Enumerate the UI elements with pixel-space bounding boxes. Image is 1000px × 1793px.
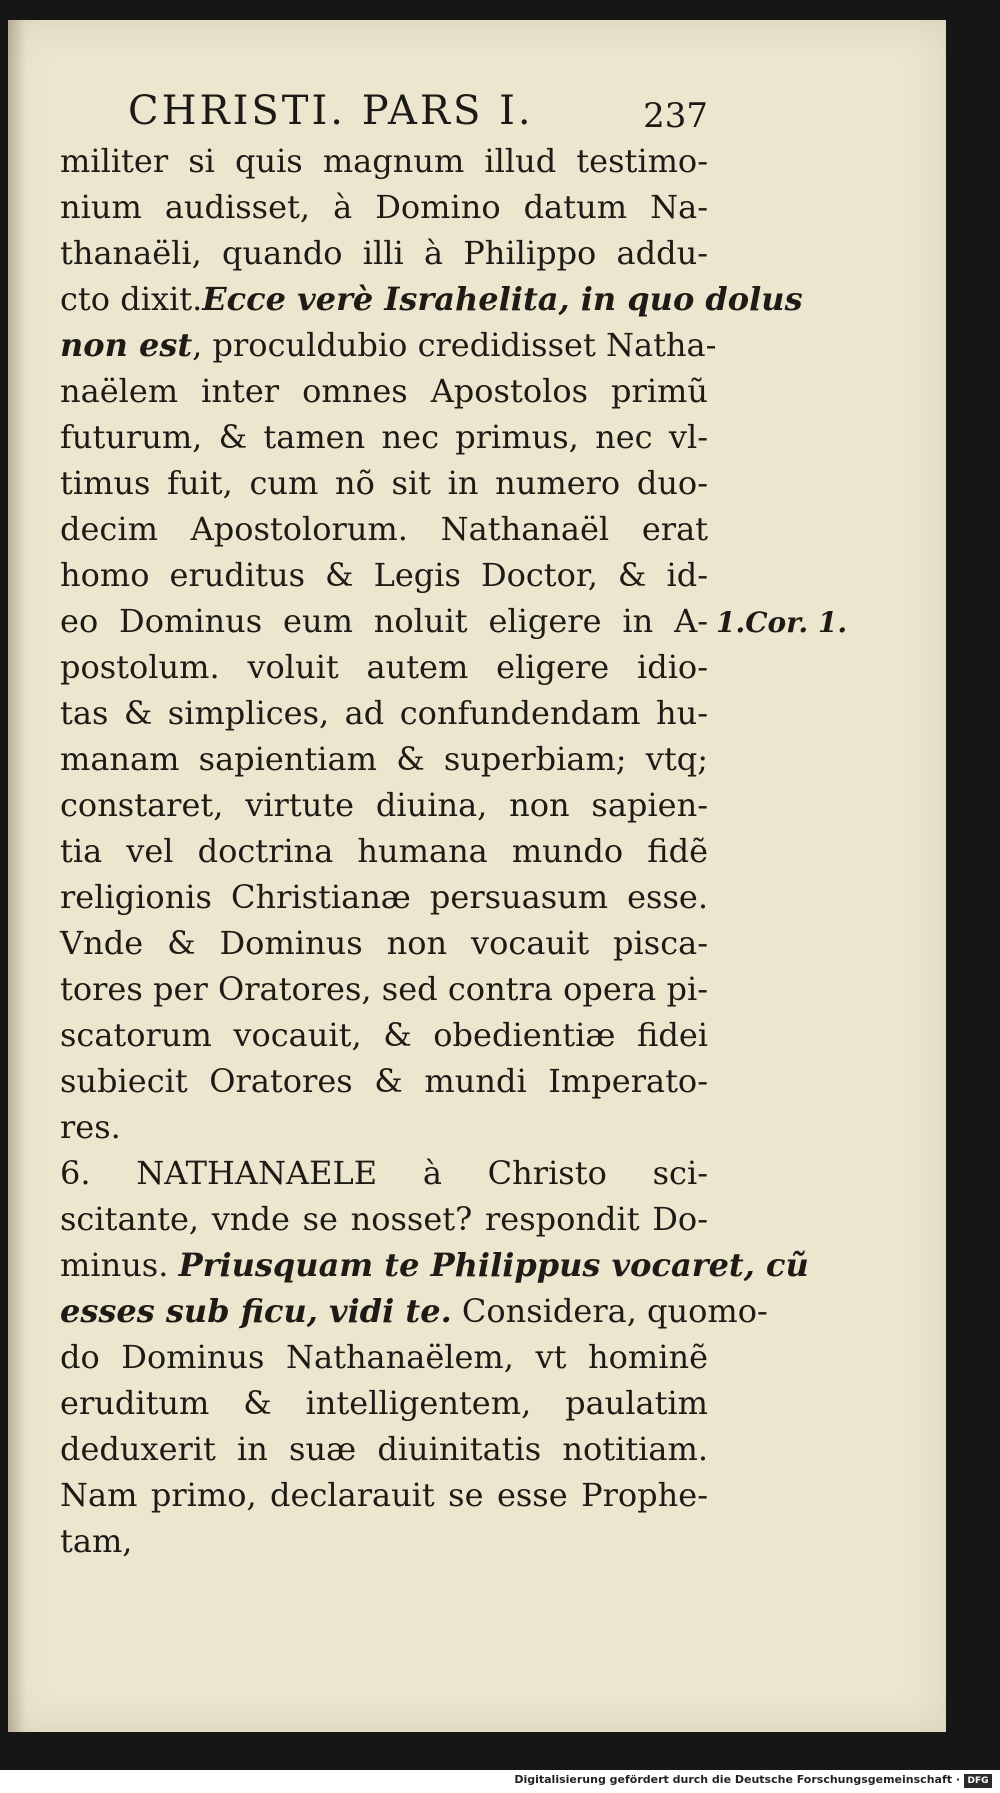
text-segment: , proculdubio credidisset Natha-: [192, 326, 717, 364]
text-segment: subiecit Oratores & mundi Imperato-: [60, 1062, 708, 1100]
text-line: [60, 1334, 708, 1380]
text-line: [60, 460, 708, 506]
text-line: [60, 828, 708, 874]
text-segment: homo eruditus & Legis Doctor, & id-: [60, 556, 708, 594]
text-line: [60, 322, 717, 368]
page-header: [128, 88, 708, 138]
text-line: [60, 230, 708, 276]
text-line: [60, 184, 708, 230]
text-line: [60, 690, 708, 736]
text-segment: deduxerit in suæ diuinitatis notitiam.: [60, 1430, 708, 1468]
text-segment: manam sapientiam & superbiam; vtq;: [60, 740, 708, 778]
text-line: [60, 1196, 708, 1242]
margin-note: 1.Cor. 1.: [716, 606, 848, 639]
text-line: [60, 414, 708, 460]
running-head: CHRISTI. PARS I.: [128, 88, 534, 134]
text-segment: decim Apostolorum. Nathanaël erat: [60, 510, 708, 548]
text-segment: minus.: [60, 1246, 179, 1284]
text-segment: tia vel doctrina humana mundo fidẽ: [60, 832, 708, 870]
text-segment: cto dixit.: [60, 280, 203, 318]
text-segment: militer si quis magnum illud testimo-: [60, 142, 708, 180]
text-line: [60, 874, 708, 920]
text-segment: naëlem inter omnes Apostolos primũ: [60, 372, 708, 410]
text-segment: nium audisset, à Domino datum Na-: [60, 188, 708, 226]
text-segment: Nam primo, declarauit se esse Prophe-: [60, 1476, 708, 1514]
text-segment: eruditum & intelligentem, paulatim: [60, 1384, 708, 1422]
text-segment: eo Dominus eum noluit eligere in A-: [60, 602, 708, 640]
text-line: [60, 966, 708, 1012]
text-line: [60, 1518, 708, 1564]
italic-quote: non est: [60, 326, 193, 364]
text-segment: Vnde & Dominus non vocauit pisca-: [60, 924, 708, 962]
footer-strip: [0, 1770, 1000, 1793]
footer-credit: Digitalisierung gefördert durch die Deutsche Forschungsgemeinschaft ·: [514, 1773, 960, 1786]
text-line: [60, 1150, 708, 1196]
text-line: [60, 736, 708, 782]
italic-quote: Ecce verè Israhelita, in quo dolus: [202, 280, 803, 318]
text-line: [60, 1380, 708, 1426]
text-line: [60, 598, 708, 644]
text-segment: futurum, & tamen nec primus, nec vl-: [60, 418, 708, 456]
text-line: [60, 644, 708, 690]
text-line: [60, 782, 708, 828]
text-line: [60, 368, 708, 414]
text-segment: timus fuit, cum nõ sit in numero duo-: [60, 464, 708, 502]
italic-quote: Priusquam te Philippus vocaret, cũ: [178, 1246, 809, 1284]
italic-quote: esses sub ficu, vidi te.: [60, 1292, 452, 1330]
text-line: [60, 1288, 768, 1334]
text-segment: religionis Christianæ persuasum esse.: [60, 878, 708, 916]
text-segment: thanaëli, quando illi à Philippo addu-: [60, 234, 708, 272]
text-segment: postolum. voluit autem eligere idio-: [60, 648, 708, 686]
text-segment: tas & simplices, ad confundendam hu-: [60, 694, 708, 732]
text-segment: tores per Oratores, sed contra opera pi-: [60, 970, 708, 1008]
text-segment: scatorum vocauit, & obedientiæ fidei: [60, 1016, 708, 1054]
text-segment: Considera, quomo-: [451, 1292, 768, 1330]
text-segment: 6. NATHANAELE à Christo sci-: [60, 1154, 708, 1192]
spine-shadow: [8, 20, 26, 1732]
text-line: [60, 138, 708, 184]
text-segment: tam,: [60, 1522, 133, 1560]
dfg-logo: DFG: [964, 1774, 992, 1788]
text-line: [60, 1012, 708, 1058]
text-line: [60, 506, 708, 552]
text-line: [60, 1104, 708, 1150]
text-line: [60, 276, 803, 322]
text-line: [60, 552, 708, 598]
text-line: [60, 1472, 708, 1518]
text-segment: scitante, vnde se nosset? respondit Do-: [60, 1200, 708, 1238]
text-line: [60, 920, 708, 966]
text-segment: do Dominus Nathanaëlem, vt hominẽ: [60, 1338, 708, 1376]
text-line: [60, 1426, 708, 1472]
text-line: [60, 1242, 809, 1288]
page-number: 237: [643, 96, 708, 136]
text-segment: res.: [60, 1108, 121, 1146]
text-segment: constaret, virtute diuina, non sapien-: [60, 786, 708, 824]
text-line: [60, 1058, 708, 1104]
